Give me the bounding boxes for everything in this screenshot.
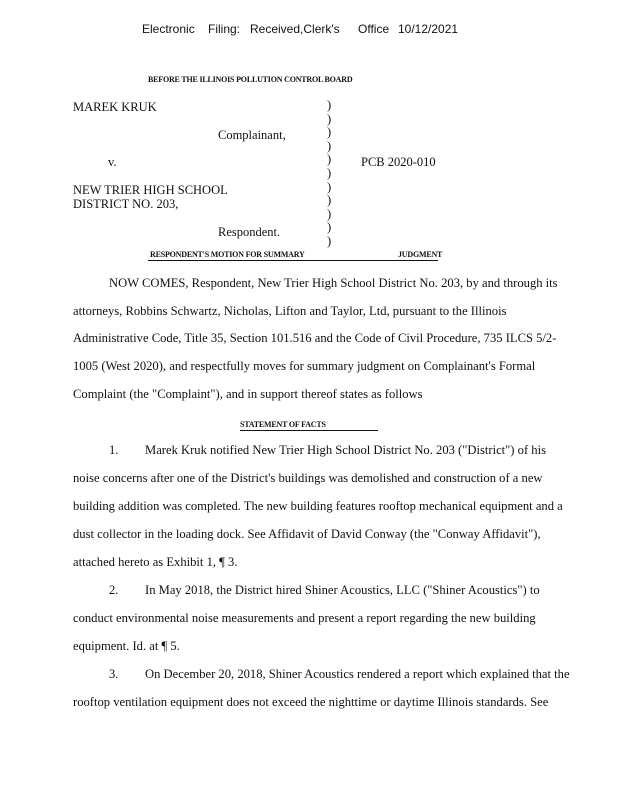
fact-line: noise concerns after one of the District's buildings was demolished and construction of a new [73,471,543,485]
intro-line: Complaint (the "Complaint"), and in support thereof states as follows [73,387,423,401]
filing-header-electronic: Electronic [142,22,195,36]
fact-line: rooftop ventilation equipment does not exceed the nighttime or daytime Illinois standards. See [73,695,549,709]
respondent-name-line1: NEW TRIER HIGH SCHOOL [73,183,228,197]
filing-header-office: Office [358,22,390,36]
filing-header-filing: Filing: [208,22,241,36]
fact-line: building addition was completed. The new building features rooftop mechanical equipment and a [73,499,563,513]
motion-title-underline [148,260,438,261]
fact-number: 2. [109,583,119,597]
filing-header-date: 10/12/2021 [398,22,459,36]
motion-title-right: JUDGMENT [398,250,443,259]
fact-line: In May 2018, the District hired Shiner Acoustics, LLC ("Shiner Acoustics") to [145,583,540,597]
intro-line: Administrative Code, Title 35, Section 101.516 and the Code of Civil Procedure, 735 ILCS 5/2- [73,331,557,345]
intro-line: attorneys, Robbins Schwartz, Nicholas, Lifton and Taylor, Ltd, pursuant to the Illinois [73,304,507,318]
motion-title-left: RESPONDENT'S MOTION FOR SUMMARY [150,250,305,259]
intro-line: 1005 (West 2020), and respectfully moves for summary judgment on Complainant's Formal [73,359,536,373]
filing-header-received: Received,Clerk's [250,22,340,36]
statement-of-facts-heading: STATEMENT OF FACTS [240,420,326,429]
complainant-role: Complainant, [218,128,286,142]
respondent-role: Respondent. [218,225,281,239]
fact-line: dust collector in the loading dock. See Affidavit of David Conway (the "Conway Affidavit"), [73,527,541,541]
statement-heading-underline [240,430,378,431]
fact-line: On December 20, 2018, Shiner Acoustics rendered a report which explained that the [145,667,570,681]
fact-line: Marek Kruk notified New Trier High School District No. 203 ("District") of his [145,443,546,457]
fact-line: equipment. Id. at ¶ 5. [73,639,180,653]
fact-number: 1. [109,443,119,457]
fact-line: conduct environmental noise measurements and present a report regarding the new building [73,611,536,625]
case-number: PCB 2020-010 [361,155,436,169]
respondent-name-line2: DISTRICT NO. 203, [73,197,179,211]
board-title: BEFORE THE ILLINOIS POLLUTION CONTROL BOARD [148,75,353,84]
intro-line: NOW COMES, Respondent, New Trier High School District No. 203, by and through its [109,276,558,290]
complainant-name: MAREK KRUK [73,100,157,114]
fact-number: 3. [109,667,119,681]
caption-parentheses: ) ) ) ) ) ) ) ) ) ) ) [327,98,332,248]
fact-line: attached hereto as Exhibit 1, ¶ 3. [73,555,238,569]
versus-label: v. [108,155,117,169]
